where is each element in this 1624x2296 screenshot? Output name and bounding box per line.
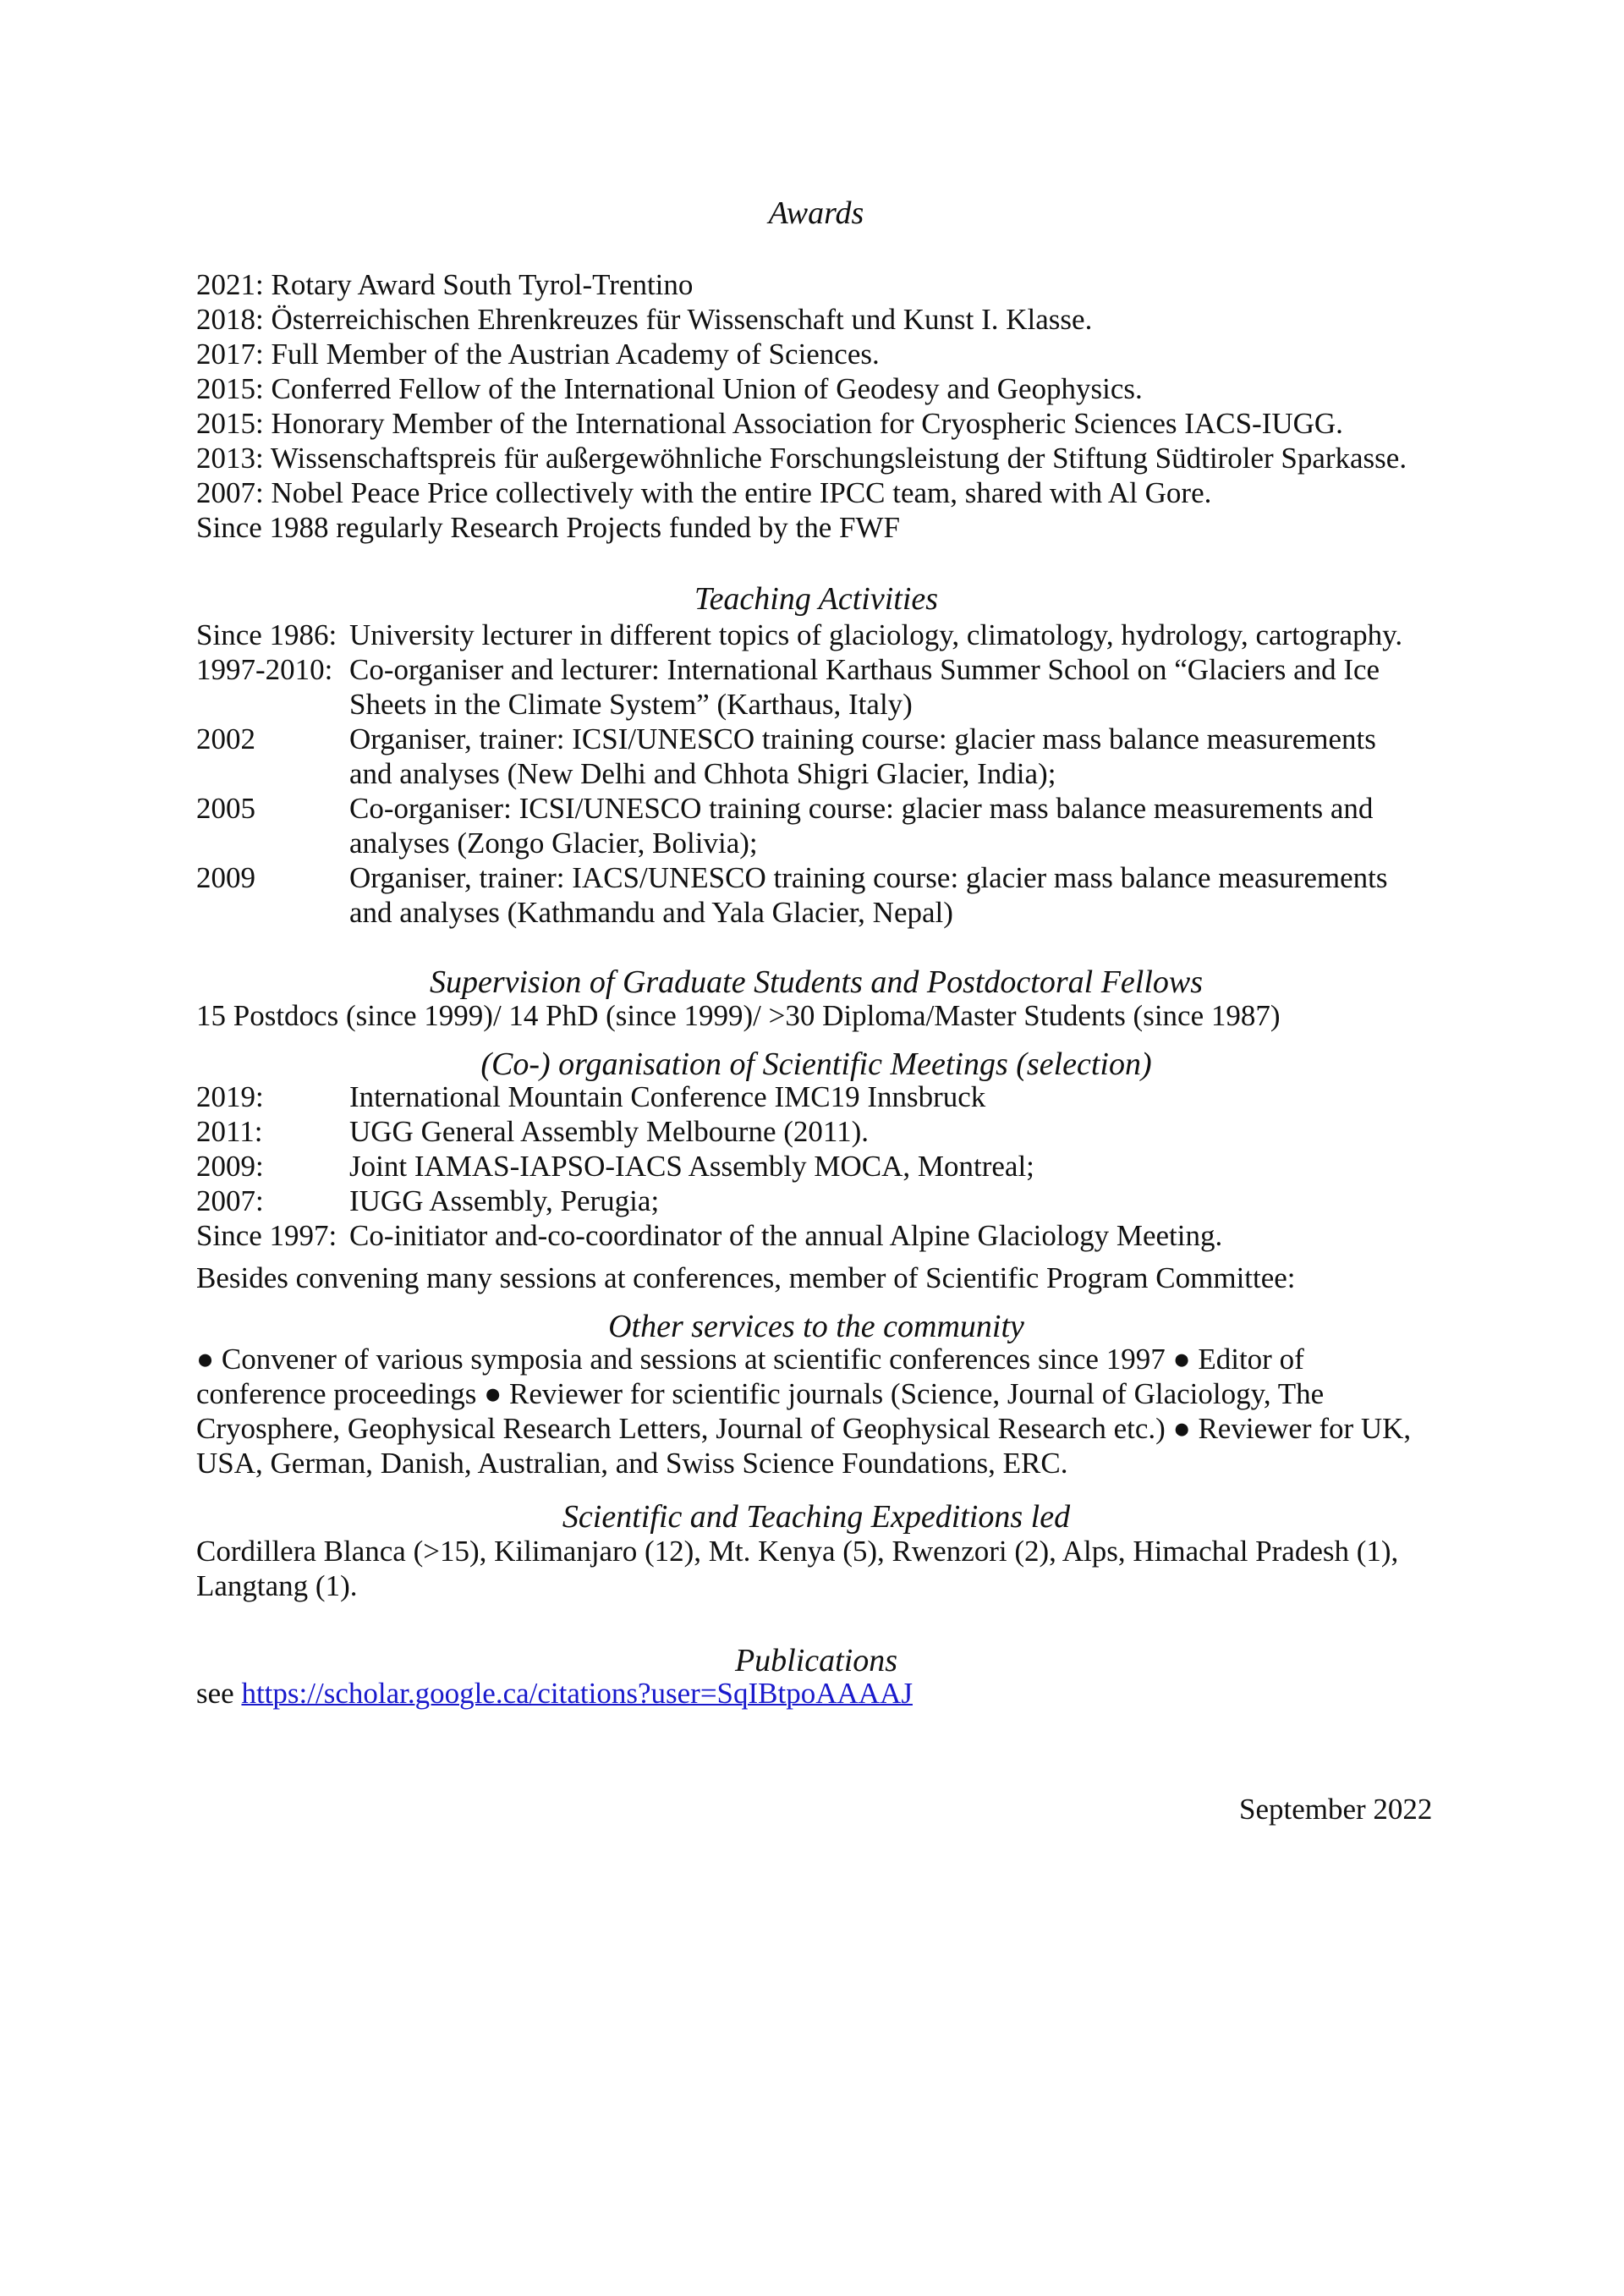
meetings-note: Besides convening many sessions at conferences, member of Scientific Program Committee: [196,1261,1296,1294]
award-item: Since 1988 regularly Research Projects funded by the FWF [196,511,901,544]
publications-heading: Publications [734,1643,898,1678]
meeting-row-label: 2019: [196,1080,264,1113]
meeting-row-label: 2007: [196,1184,264,1217]
meetings-heading: (Co-) organisation of Scientific Meetings (selection) [480,1046,1152,1082]
award-item: 2007: Nobel Peace Price collectively with the entire IPCC team, shared with Al Gore. [196,476,1212,509]
meeting-row-text: International Mountain Conference IMC19 Innsbruck [349,1080,986,1113]
teaching-row-text: Organiser, trainer: ICSI/UNESCO training course: glacier mass balance measurements [349,722,1376,755]
services-line: conference proceedings ● Reviewer for scientific journals (Science, Journal of Glaciology, The [196,1377,1325,1410]
teaching-row-text: University lecturer in different topics of glaciology, climatology, hydrology, cartography. [349,618,1403,651]
meeting-row-text: Joint IAMAS-IAPSO-IACS Assembly MOCA, Montreal; [349,1150,1034,1183]
services-heading: Other services to the community [608,1309,1024,1344]
meeting-row-text: UGG General Assembly Melbourne (2011). [349,1115,869,1148]
award-item: 2018: Österreichischen Ehrenkreuzes für Wissenschaft und Kunst I. Klasse. [196,303,1093,336]
teaching-row-label: Since 1986: [196,618,337,651]
teaching-row-text: Sheets in the Climate System” (Karthaus, Italy) [349,688,913,721]
award-item: 2021: Rotary Award South Tyrol-Trentino [196,268,694,301]
teaching-row-text: Organiser, trainer: IACS/UNESCO training course: glacier mass balance measurements [349,861,1388,894]
award-item: 2017: Full Member of the Austrian Academy of Sciences. [196,338,880,371]
teaching-row-label: 2009 [196,861,255,894]
award-item: 2013: Wissenschaftspreis für außergewöhnliche Forschungsleistung der Stiftung Südtiroler Sparkasse. [196,442,1407,475]
meeting-row-label: 2011: [196,1115,263,1148]
google-scholar-link[interactable]: https://scholar.google.ca/citations?user=SqIBtpoAAAAJ [241,1677,913,1710]
meeting-row-text: IUGG Assembly, Perugia; [349,1184,660,1217]
meeting-row-label: Since 1997: [196,1219,337,1252]
publications-prefix: see [196,1677,242,1710]
teaching-row-text: Co-organiser: ICSI/UNESCO training course: glacier mass balance measurements and [349,792,1374,825]
meeting-row-label: 2009: [196,1150,264,1183]
supervision-text: 15 Postdocs (since 1999)/ 14 PhD (since 1999)/ >30 Diploma/Master Students (since 1987) [196,999,1281,1032]
services-line: USA, German, Danish, Australian, and Swiss Science Foundations, ERC. [196,1447,1068,1480]
expeditions-line: Cordillera Blanca (>15), Kilimanjaro (12), Mt. Kenya (5), Rwenzori (2), Alps, Himachal Pradesh (1), [196,1535,1399,1568]
teaching-row-label: 2002 [196,722,255,755]
expeditions-line: Langtang (1). [196,1569,358,1602]
supervision-heading: Supervision of Graduate Students and Postdoctoral Fellows [429,964,1204,1000]
services-line: ● Convener of various symposia and sessions at scientific conferences since 1997 ● Editor of [196,1343,1304,1376]
award-item: 2015: Conferred Fellow of the International Union of Geodesy and Geophysics. [196,372,1143,405]
teaching-row-label: 1997-2010: [196,653,333,686]
meeting-row-text: Co-initiator and-co-coordinator of the annual Alpine Glaciology Meeting. [349,1219,1223,1252]
document-date: September 2022 [1239,1793,1433,1826]
teaching-row-text: and analyses (Kathmandu and Yala Glacier, Nepal) [349,896,953,929]
services-line: Cryosphere, Geophysical Research Letters, Journal of Geophysical Research etc.) ● Reviewer for UK, [196,1412,1412,1445]
expeditions-heading: Scientific and Teaching Expeditions led [562,1499,1071,1535]
teaching-heading: Teaching Activities [694,581,939,617]
teaching-row-text: and analyses (New Delhi and Chhota Shigri Glacier, India); [349,757,1056,790]
teaching-row-text: Co-organiser and lecturer: International Karthaus Summer School on “Glaciers and Ice [349,653,1380,686]
teaching-row-label: 2005 [196,792,255,825]
award-item: 2015: Honorary Member of the International Association for Cryospheric Sciences IACS-IUGG. [196,407,1343,440]
awards-heading: Awards [768,195,864,231]
publications-line [196,1676,913,1711]
teaching-row-text: analyses (Zongo Glacier, Bolivia); [349,827,758,860]
